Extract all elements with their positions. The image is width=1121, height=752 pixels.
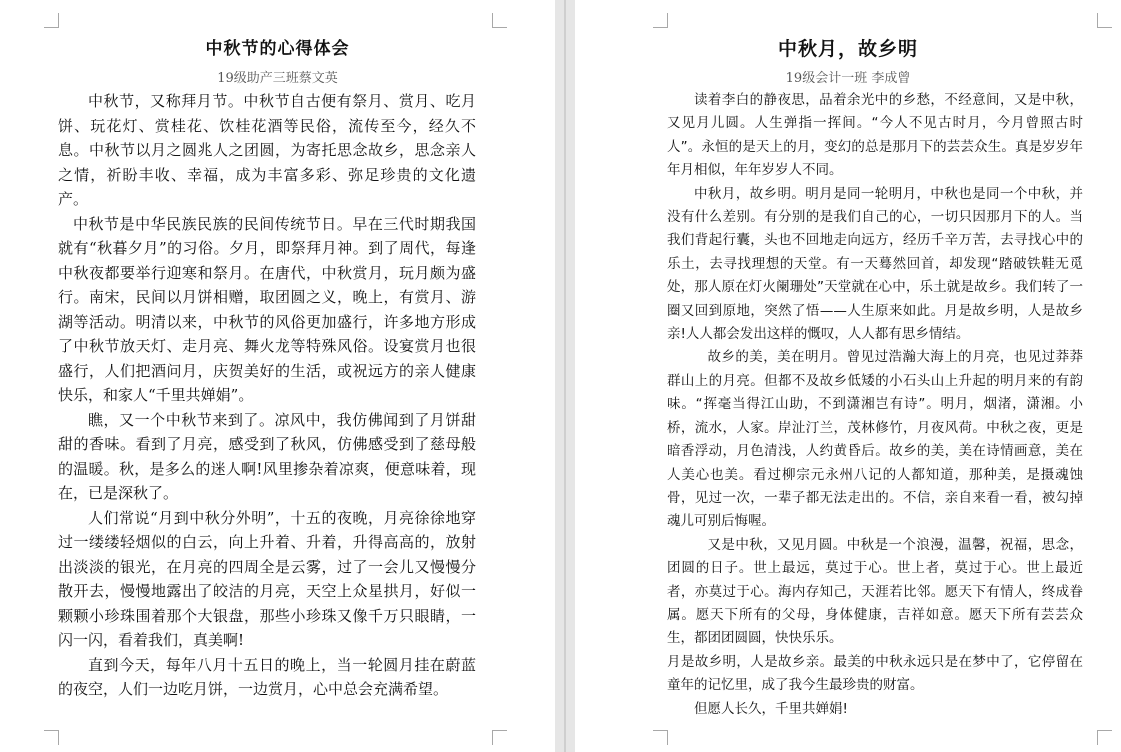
- document-page-left: [0, 0, 555, 752]
- paragraph: 中秋节，又称拜月节。中秋节自古便有祭月、赏月、吃月饼、玩花灯、赏桂花、饮桂花酒等民俗，流传至今，经久不息。中秋节以月之圆兆人之团圆，为寄托思念故乡，思念亲人之情，祈盼丰收、幸福，成为丰富多彩、弥足珍贵的文化遗产。: [58, 92, 476, 208]
- article-body: [667, 89, 1083, 721]
- margin-corner-mark: [44, 13, 59, 28]
- document-page-right: [575, 0, 1121, 752]
- margin-corner-mark: [653, 730, 668, 745]
- article-body: [58, 89, 476, 702]
- margin-corner-mark: [653, 13, 668, 28]
- paragraph: 月是故乡明，人是故乡亲。最美的中秋永远只是在梦中了，它停留在童年的记忆里，成了我今生最珍贵的财富。: [667, 653, 1083, 694]
- page-gap: [555, 0, 575, 752]
- paragraph: 中秋月，故乡明。明月是同一轮明月，中秋也是同一个中秋，并没有什么差别。有分别的是我们自己的心，一切只因那月下的人。当我们背起行囊，头也不回地走向远方，经历千辛万苦，去寻找心中的乐土，去寻找理想的天堂。有一天蓦然回首，却发现“踏破铁鞋无觅处，那人原在灯火阑珊处”天堂就在心中，乐土就是故乡。我们转了一圈又回到原地，突然了悟——人生原来如此。月是故乡明，人是故乡亲!人人都会发出这样的慨叹，人人都有思乡情结。: [667, 185, 1083, 343]
- paragraph: 中秋节是中华民族民族的民间传统节日。早在三代时期我国就有“秋暮夕月”的习俗。夕月，即祭拜月神。到了周代，每逢中秋夜都要举行迎寒和祭月。在唐代，中秋赏月，玩月颇为盛行。南宋，民间以月饼相赠，取团圆之义，晚上，有赏月、游湖等活动。明清以来，中秋节的风俗更加盛行，许多地方形成了中秋节放天灯、走月亮、舞火龙等特殊风俗。设宴赏月也很盛行，人们把酒问月，庆贺美好的生活，或祝远方的亲人健康快乐，和家人“千里共婵娟”。: [58, 214, 476, 404]
- margin-corner-mark: [44, 730, 59, 745]
- paragraph: 人们常说“月到中秋分外明”，十五的夜晚，月亮徐徐地穿过一缕缕轻烟似的白云，向上升着、升着，升得高高的，放射出淡淡的银光，在月亮的四周全是云雾，过了一会儿又慢慢分散开去，慢慢地露出了皎洁的月亮，天空上众星拱月，好似一颗颗小珍珠围着那个大银盘，那些小珍珠又像千万只眼睛，一闪一闪，看着我们，真美啊!: [58, 508, 476, 649]
- paragraph: 故乡的美，美在明月。曾见过浩瀚大海上的月亮，也见过莽莽群山上的月亮。但都不及故乡低矮的小石头山上升起的明月来的有韵味。“挥毫当得江山助，不到潇湘岂有诗”。明月，烟渚，潇湘。小桥，流水，人家。岸沚汀兰，茂林修竹，月夜风荷。中秋之夜，更是暗香浮动，月色清浅，人约黄昏后。故乡的美，美在诗情画意，美在人美心也美。看过柳宗元永州八记的人都知道，那种美，是摄魂蚀骨，见过一次，一辈子都无法走出的。不信，亲自来看一看，被勾掉魂儿可别后悔喔。: [667, 349, 1083, 530]
- article-byline: 19级会计一班 李成曾: [785, 71, 911, 86]
- article-title: 中秋节的心得体会: [205, 39, 350, 59]
- paragraph: 但愿人长久，千里共婵娟!: [694, 700, 848, 717]
- margin-corner-mark: [492, 730, 507, 745]
- paragraph: 又是中秋，又见月圆。中秋是一个浪漫，温馨，祝福，思念，团圆的日子。世上最远，莫过于心。世上者，莫过于心。世上最近者，亦莫过于心。海内存知己，天涯若比邻。愿天下有情人，终成眷属。愿天下所有的父母，身体健康，吉祥如意。愿天下所有芸芸众生，都团团圆圆，快快乐乐。: [667, 536, 1083, 647]
- margin-corner-mark: [492, 13, 507, 28]
- paragraph: 读着李白的静夜思，品着余光中的乡愁，不经意间，又是中秋，又见月儿圆。人生弹指一挥间。“今人不见古时月，今月曾照古时人”。永恒的是天上的月，变幻的总是那月下的芸芸众生。真是岁岁年年月相似，年年岁岁人不同。: [667, 92, 1083, 179]
- article-title: 中秋月，故乡明: [777, 38, 918, 60]
- paragraph: 瞧，又一个中秋节来到了。凉风中，我仿佛闻到了月饼甜甜的香味。看到了月亮，感受到了秋风，仿佛感受到了慈母般的温暖。秋，是多么的迷人啊!风里掺杂着凉爽，便意味着，现在，已是深秋了。: [58, 410, 476, 502]
- paragraph: 直到今天，每年八月十五日的晚上，当一轮圆月挂在蔚蓝的夜空，人们一边吃月饼，一边赏月，心中总会充满希望。: [58, 655, 476, 698]
- article-byline: 19级助产三班蔡文英: [217, 71, 338, 86]
- margin-corner-mark: [1097, 730, 1112, 745]
- margin-corner-mark: [1097, 13, 1112, 28]
